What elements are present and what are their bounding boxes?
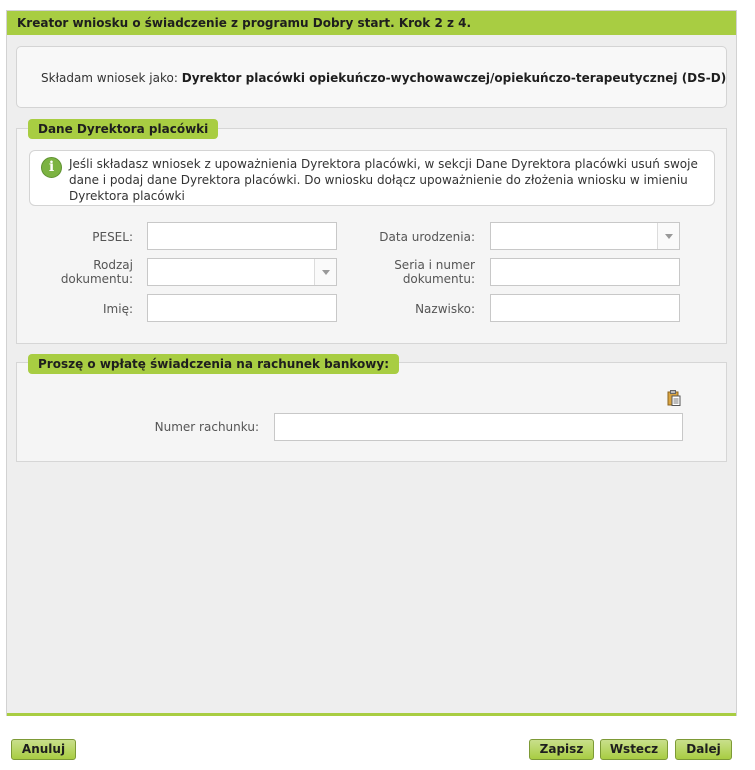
bank-legend: Proszę o wpłatę świadczenia na rachunek bankowy: xyxy=(28,354,399,374)
account-number-input[interactable] xyxy=(274,413,683,441)
chevron-down-icon[interactable] xyxy=(657,223,679,249)
declaration-value: Dyrektor placówki opiekuńczo-wychowawczej/opiekuńczo-terapeutycznej (DS-D) xyxy=(181,71,727,85)
save-button[interactable]: Zapisz xyxy=(529,739,594,760)
next-button[interactable]: Dalej xyxy=(675,739,732,760)
doc-number-label-line2: dokumentu: xyxy=(402,272,475,286)
last-name-input[interactable] xyxy=(490,294,680,322)
info-text: Jeśli składasz wniosek z upoważnienia Dyrektora placówki, w sekcji Dane Dyrektora placówki usuń swoje dane i podaj dane Dyrektora placówki. Do wniosku dołącz upoważnienie do złożenia wniosku w imieniu Dyrektora placówki xyxy=(69,157,698,203)
info-box xyxy=(29,150,715,206)
declaration-prefix: Składam wniosek jako: xyxy=(41,71,178,85)
doc-number-label xyxy=(367,258,475,286)
doc-type-select[interactable] xyxy=(147,258,337,286)
wizard-title: Kreator wniosku o świadczenie z programu Dobry start. Krok 2 z 4. xyxy=(7,11,736,35)
doc-number-input[interactable] xyxy=(490,258,680,286)
doc-type-label-line2: dokumentu: xyxy=(60,272,133,286)
back-button[interactable]: Wstecz xyxy=(600,739,668,760)
pesel-label: PESEL: xyxy=(92,230,133,244)
bottom-divider xyxy=(7,713,736,716)
chevron-down-icon[interactable] xyxy=(314,259,336,285)
doc-type-label-line1: Rodzaj xyxy=(93,258,133,272)
declaration-text xyxy=(41,71,726,85)
first-name-input[interactable] xyxy=(147,294,337,322)
doc-number-label-line1: Seria i numer xyxy=(394,258,475,272)
birth-date-label: Data urodzenia: xyxy=(379,230,475,244)
last-name-label: Nazwisko: xyxy=(415,302,475,316)
doc-type-label xyxy=(37,258,133,286)
wizard-window xyxy=(6,10,737,716)
bank-panel xyxy=(16,362,727,462)
cancel-button[interactable]: Anuluj xyxy=(11,739,76,760)
birth-date-select[interactable] xyxy=(490,222,680,250)
declaration-box xyxy=(16,46,727,108)
director-legend: Dane Dyrektora placówki xyxy=(28,119,218,139)
pesel-input[interactable] xyxy=(147,222,337,250)
paste-icon[interactable] xyxy=(667,390,681,406)
account-number-label: Numer rachunku: xyxy=(154,420,259,434)
first-name-label: Imię: xyxy=(103,302,133,316)
info-icon: i xyxy=(41,157,62,178)
